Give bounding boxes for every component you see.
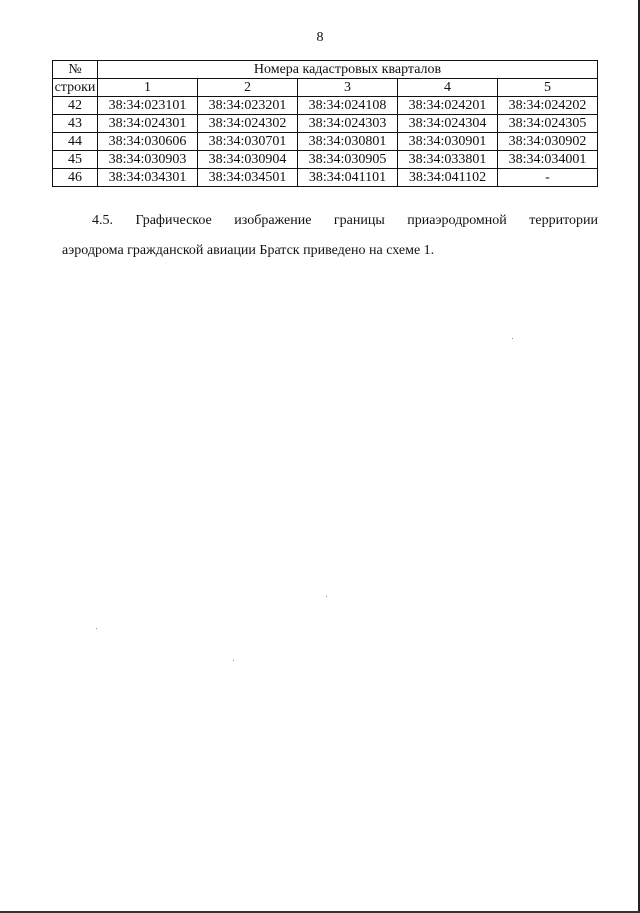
table-cell: - [498, 169, 598, 187]
paragraph-line-2: аэродрома гражданской авиации Братск приведено на схеме 1. [62, 243, 435, 258]
table-cell: 38:34:030606 [98, 133, 198, 151]
table-cell: 38:34:024302 [198, 115, 298, 133]
table-cell: 38:34:034301 [98, 169, 198, 187]
row-number: 43 [53, 115, 98, 133]
table-cell: 38:34:024201 [398, 97, 498, 115]
row-number: 42 [53, 97, 98, 115]
table-cell: 38:34:030901 [398, 133, 498, 151]
table-cell: 38:34:034501 [198, 169, 298, 187]
scan-speck [233, 660, 234, 661]
scan-speck [326, 596, 327, 597]
table-cell: 38:34:024202 [498, 97, 598, 115]
table-header-row [53, 61, 598, 79]
table-cell: 38:34:030902 [498, 133, 598, 151]
table-cell: 38:34:030905 [298, 151, 398, 169]
page-number: 8 [316, 30, 324, 45]
table-row [53, 169, 598, 187]
table-cell: 38:34:024304 [398, 115, 498, 133]
scan-speck [512, 338, 513, 339]
table-cell: 38:34:024303 [298, 115, 398, 133]
paragraph-line-1: 4.5. Графическое изображение границы приаэродромной территории [92, 213, 598, 228]
table-cell: 38:34:033801 [398, 151, 498, 169]
column-number: 3 [298, 79, 398, 97]
table-cell: 38:34:041102 [398, 169, 498, 187]
table-cell: 38:34:041101 [298, 169, 398, 187]
row-number: 45 [53, 151, 98, 169]
table-subheader-row [53, 79, 598, 97]
table-cell: 38:34:034001 [498, 151, 598, 169]
table-cell: 38:34:030903 [98, 151, 198, 169]
cadastral-quarters-table [52, 60, 598, 187]
row-number: 46 [53, 169, 98, 187]
header-rowno-top: № [53, 61, 98, 79]
scan-speck [96, 628, 97, 629]
table-cell: 38:34:030701 [198, 133, 298, 151]
row-number: 44 [53, 133, 98, 151]
table-cell: 38:34:024301 [98, 115, 198, 133]
column-number: 5 [498, 79, 598, 97]
table-cell: 38:34:030904 [198, 151, 298, 169]
column-number: 2 [198, 79, 298, 97]
header-rowno-bottom: строки [53, 79, 98, 97]
header-group-title: Номера кадастровых кварталов [98, 61, 598, 79]
table-cell: 38:34:023101 [98, 97, 198, 115]
table-cell: 38:34:024108 [298, 97, 398, 115]
column-number: 1 [98, 79, 198, 97]
column-number: 4 [398, 79, 498, 97]
table-cell: 38:34:024305 [498, 115, 598, 133]
table-row [53, 133, 598, 151]
table-row [53, 97, 598, 115]
table-row [53, 115, 598, 133]
paragraph-4-5 [62, 206, 598, 266]
table-row [53, 151, 598, 169]
table-cell: 38:34:023201 [198, 97, 298, 115]
table-cell: 38:34:030801 [298, 133, 398, 151]
